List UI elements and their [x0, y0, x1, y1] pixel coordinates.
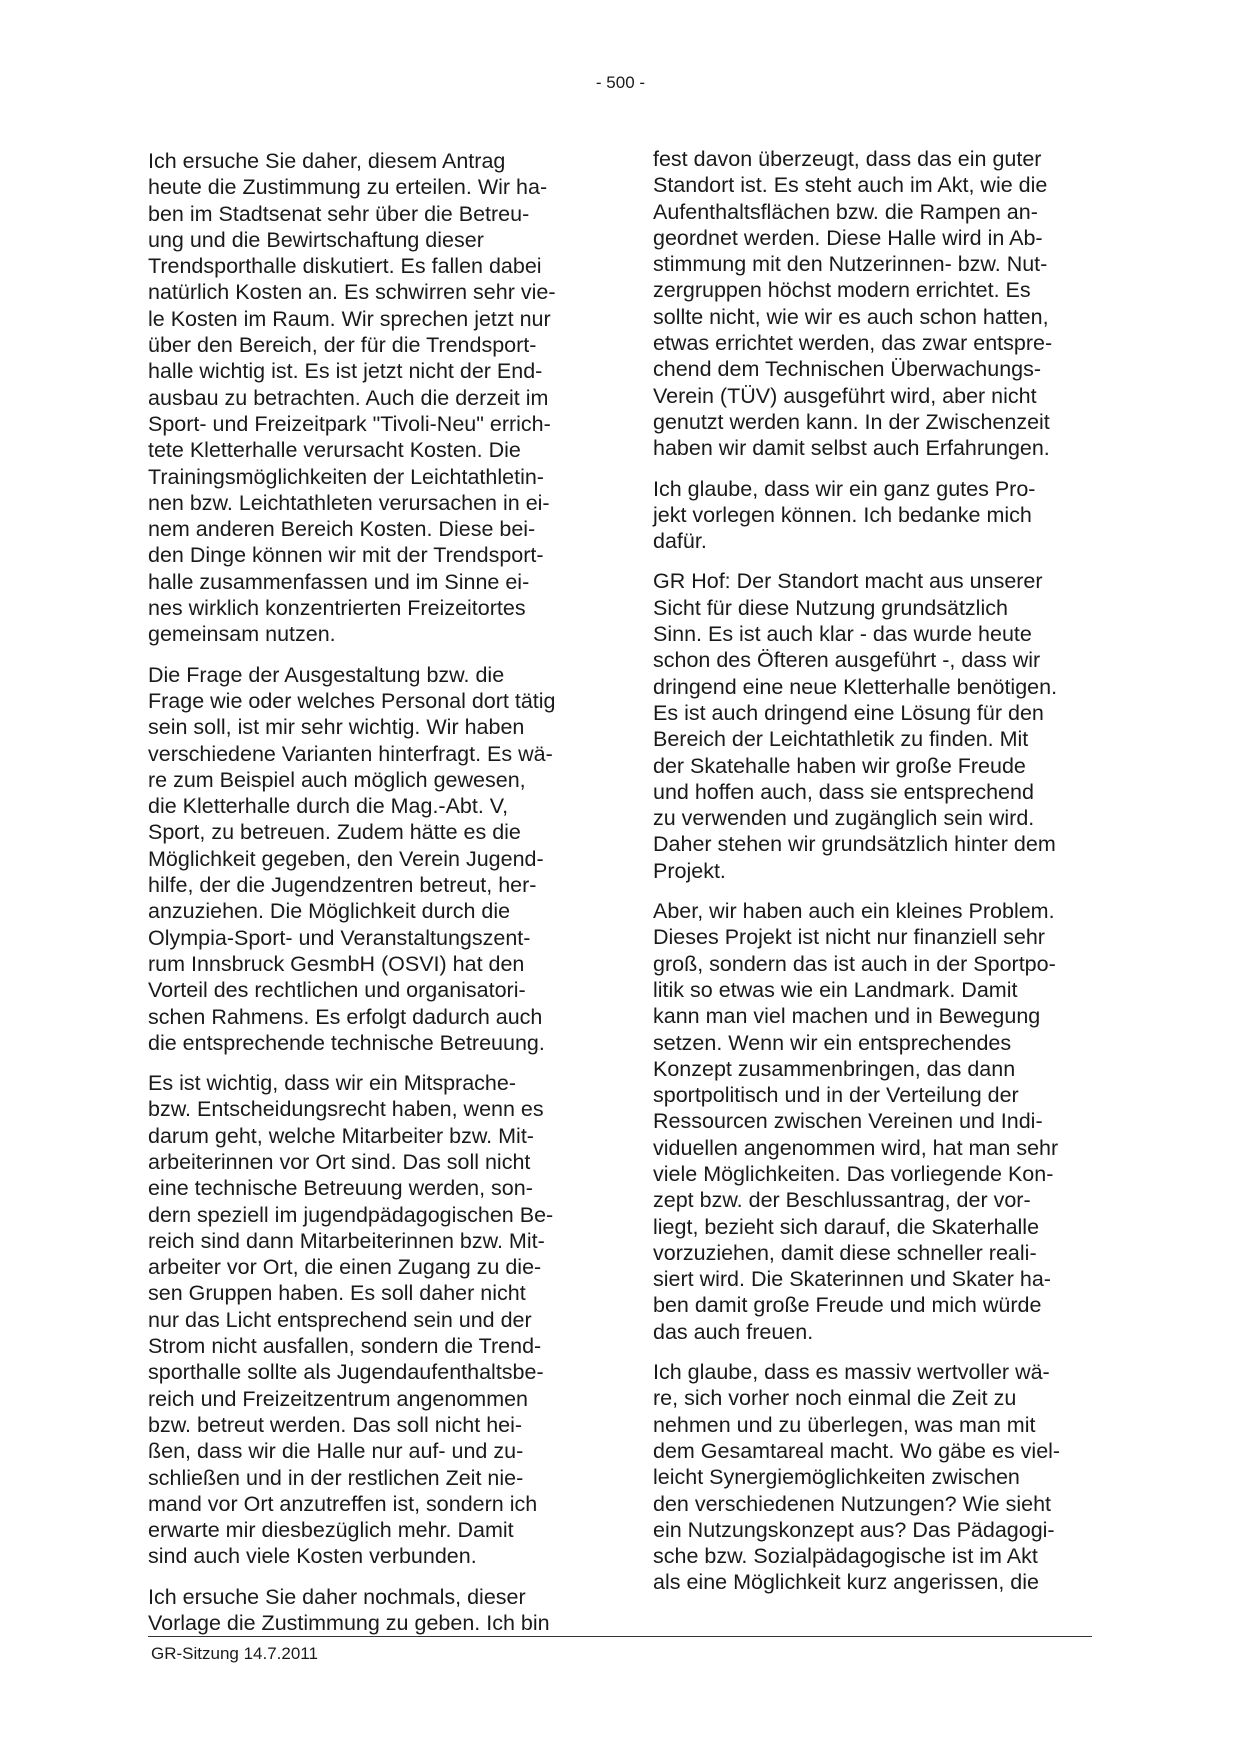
text-line: Die Frage der Ausgestaltung bzw. die — [148, 662, 505, 687]
paragraph — [653, 1359, 1093, 1596]
text-line: Sport, zu betreuen. Zudem hätte es die — [148, 820, 521, 845]
text-line: Aber, wir haben auch ein kleines Problem. — [653, 899, 1055, 924]
text-line: nes wirklich konzentrierten Freizeitortes — [148, 596, 526, 621]
text-line: dafür. — [653, 529, 707, 554]
text-line: zergruppen höchst modern errichtet. Es — [653, 278, 1031, 303]
text-line: sportpolitisch und in der Verteilung der — [653, 1083, 1019, 1108]
paragraph — [653, 476, 1093, 555]
text-line: ein Nutzungskonzept aus? Das Pädagogi- — [653, 1517, 1055, 1542]
left-column — [148, 148, 588, 1650]
text-line: Aufenthaltsflächen bzw. die Rampen an- — [653, 199, 1038, 224]
text-line: heute die Zustimmung zu erteilen. Wir ha- — [148, 175, 548, 200]
text-line: das auch freuen. — [653, 1319, 814, 1344]
paragraph — [148, 1584, 588, 1637]
text-line: Möglichkeit gegeben, den Verein Jugend- — [148, 846, 544, 871]
text-line: Standort ist. Es steht auch im Akt, wie die — [653, 173, 1048, 198]
text-line: schon des Öfteren ausgeführt -, dass wir — [653, 648, 1041, 673]
text-line: Projekt. — [653, 858, 726, 883]
text-line: kann man viel machen und in Bewegung — [653, 1004, 1041, 1029]
paragraph — [148, 662, 588, 1056]
text-line: anzuziehen. Die Möglichkeit durch die — [148, 899, 511, 924]
text-line: mand vor Ort anzutreffen ist, sondern ich — [148, 1491, 538, 1516]
text-line: Bereich der Leichtathletik zu finden. Mit — [653, 727, 1029, 752]
text-line: Trendsporthalle diskutiert. Es fallen dabei — [148, 254, 542, 279]
text-line: Es ist auch dringend eine Lösung für den — [653, 700, 1044, 725]
text-line: reich und Freizeitzentrum angenommen — [148, 1386, 529, 1411]
right-column — [653, 146, 1093, 1610]
paragraph — [653, 898, 1093, 1345]
text-line: Strom nicht ausfallen, sondern die Trend- — [148, 1334, 542, 1359]
text-line: vorzuziehen, damit diese schneller reali- — [653, 1240, 1037, 1265]
text-line: Vorlage die Zustimmung zu geben. Ich bin — [148, 1611, 550, 1636]
text-line: etwas errichtet werden, das zwar entspre- — [653, 331, 1053, 356]
text-line: den verschiedenen Nutzungen? Wie sieht — [653, 1491, 1052, 1516]
text-line: ausbau zu betrachten. Auch die derzeit im — [148, 385, 549, 410]
text-line: natürlich Kosten an. Es schwirren sehr vie- — [148, 280, 556, 305]
text-line: stimmung mit den Nutzerinnen- bzw. Nut- — [653, 252, 1048, 277]
paragraph — [148, 148, 588, 648]
text-line: ung und die Bewirtschaftung dieser — [148, 227, 484, 252]
text-line: Sinn. Es ist auch klar - das wurde heute — [653, 622, 1032, 647]
text-line: über den Bereich, der für die Trendsport- — [148, 333, 537, 358]
text-line: reich sind dann Mitarbeiterinnen bzw. Mit- — [148, 1228, 545, 1253]
text-line: Dieses Projekt ist nicht nur finanziell sehr — [653, 925, 1045, 950]
text-line: Sport- und Freizeitpark "Tivoli-Neu" errich- — [148, 411, 551, 436]
text-line: ben damit große Freude und mich würde — [653, 1293, 1042, 1318]
text-line: bzw. betreut werden. Das soll nicht hei- — [148, 1412, 523, 1437]
text-line: zu verwenden und zugänglich sein wird. — [653, 806, 1035, 831]
paragraph — [148, 1070, 588, 1570]
text-line: litik so etwas wie ein Landmark. Damit — [653, 977, 1018, 1002]
text-line: Sicht für diese Nutzung grundsätzlich — [653, 595, 1008, 620]
text-line: tete Kletterhalle verursacht Kosten. Die — [148, 438, 521, 463]
text-line: der Skatehalle haben wir große Freude — [653, 753, 1026, 778]
text-line: arbeiter vor Ort, die einen Zugang zu die- — [148, 1255, 542, 1280]
text-line: sporthalle sollte als Jugendaufenthaltsbe- — [148, 1360, 544, 1385]
text-line: Ich glaube, dass wir ein ganz gutes Pro- — [653, 476, 1036, 501]
text-line: nen bzw. Leichtathleten verursachen in ei- — [148, 490, 550, 515]
text-line: schließen und in der restlichen Zeit nie- — [148, 1465, 524, 1490]
text-line: geordnet werden. Diese Halle wird in Ab- — [653, 225, 1043, 250]
text-line: leicht Synergiemöglichkeiten zwischen — [653, 1465, 1020, 1490]
page-number: - 500 - — [595, 73, 646, 92]
text-line: liegt, bezieht sich darauf, die Skaterhalle — [653, 1214, 1040, 1239]
text-line: Frage wie oder welches Personal dort tätig — [148, 688, 556, 713]
text-line: sen Gruppen haben. Es soll daher nicht — [148, 1281, 526, 1306]
text-line: erwarte mir diesbezüglich mehr. Damit — [148, 1518, 514, 1543]
text-line: re, sich vorher noch einmal die Zeit zu — [653, 1386, 1017, 1411]
text-line: arbeiterinnen vor Ort sind. Das soll nicht — [148, 1149, 531, 1174]
text-line: nem anderen Bereich Kosten. Diese bei- — [148, 517, 536, 542]
text-line: genutzt werden kann. In der Zwischenzeit — [653, 409, 1050, 434]
text-line: Vorteil des rechtlichen und organisatori- — [148, 978, 526, 1003]
text-line: jekt vorlegen können. Ich bedanke mich — [653, 502, 1032, 527]
text-line: viele Möglichkeiten. Das vorliegende Kon- — [653, 1161, 1054, 1186]
text-line: den Dinge können wir mit der Trendsport- — [148, 543, 544, 568]
text-line: GR Hof: Der Standort macht aus unserer — [653, 569, 1043, 594]
text-line: Ressourcen zwischen Vereinen und Indi- — [653, 1109, 1043, 1134]
text-line: Trainingsmöglichkeiten der Leichtathletin- — [148, 464, 544, 489]
text-line: gemeinsam nutzen. — [148, 622, 336, 647]
text-line: eine technische Betreuung werden, son- — [148, 1176, 533, 1201]
footer-session-date: GR-Sitzung 14.7.2011 — [151, 1644, 318, 1663]
text-line: haben wir damit selbst auch Erfahrungen. — [653, 436, 1050, 461]
text-line: dern speziell im jugendpädagogischen Be- — [148, 1202, 554, 1227]
text-line: Es ist wichtig, dass wir ein Mitsprache- — [148, 1071, 516, 1096]
text-line: halle zusammenfassen und im Sinne ei- — [148, 569, 530, 594]
text-line: verschiedene Varianten hinterfragt. Es wä- — [148, 741, 553, 766]
text-line: Daher stehen wir grundsätzlich hinter dem — [653, 832, 1056, 857]
text-line: nehmen und zu überlegen, was man mit — [653, 1412, 1036, 1437]
text-line: sein soll, ist mir sehr wichtig. Wir haben — [148, 715, 525, 740]
text-line: Ich ersuche Sie daher, diesem Antrag — [148, 149, 506, 173]
text-line: bzw. Entscheidungsrecht haben, wenn es — [148, 1097, 544, 1122]
text-line: chend dem Technischen Überwachungs- — [653, 357, 1042, 382]
text-line: die entsprechende technische Betreuung. — [148, 1030, 545, 1055]
text-line: setzen. Wenn wir ein entsprechendes — [653, 1030, 1012, 1055]
text-line: darum geht, welche Mitarbeiter bzw. Mit- — [148, 1123, 534, 1148]
paragraph — [653, 146, 1093, 462]
text-line: als eine Möglichkeit kurz angerissen, die — [653, 1570, 1040, 1595]
text-line: dem Gesamtareal macht. Wo gäbe es viel- — [653, 1438, 1061, 1463]
text-line: sche bzw. Sozialpädagogische ist im Akt — [653, 1544, 1038, 1569]
text-line: nur das Licht entsprechend sein und der — [148, 1307, 532, 1332]
text-line: siert wird. Die Skaterinnen und Skater ha- — [653, 1267, 1051, 1292]
text-line: re zum Beispiel auch möglich gewesen, — [148, 767, 526, 792]
text-line: zept bzw. der Beschlussantrag, der vor- — [653, 1188, 1031, 1213]
text-line: Ich glaube, dass es massiv wertvoller wä- — [653, 1360, 1050, 1385]
text-line: fest davon überzeugt, dass das ein guter — [653, 147, 1042, 171]
text-line: Konzept zusammenbringen, das dann — [653, 1056, 1016, 1081]
text-line: hilfe, der die Jugendzentren betreut, her- — [148, 873, 537, 898]
text-line: schen Rahmens. Es erfolgt dadurch auch — [148, 1004, 543, 1029]
text-line: ßen, dass wir die Halle nur auf- und zu- — [148, 1439, 524, 1464]
text-line: rum Innsbruck GesmbH (OSVI) hat den — [148, 951, 525, 976]
text-line: halle wichtig ist. Es ist jetzt nicht der End- — [148, 359, 543, 384]
text-line: sollte nicht, wie wir es auch schon hatten, — [653, 304, 1049, 329]
text-line: ben im Stadtsenat sehr über die Betreu- — [148, 201, 530, 226]
text-line: die Kletterhalle durch die Mag.-Abt. V, — [148, 794, 509, 819]
text-line: Verein (TÜV) ausgeführt wird, aber nicht — [653, 383, 1037, 408]
text-line: groß, sondern das ist auch in der Sportpo- — [653, 951, 1056, 976]
text-line: Ich ersuche Sie daher nochmals, dieser — [148, 1584, 526, 1609]
text-line: dringend eine neue Kletterhalle benötigen. — [653, 674, 1058, 699]
text-line: sind auch viele Kosten verbunden. — [148, 1544, 477, 1569]
text-line: Olympia-Sport- und Veranstaltungszent- — [148, 925, 531, 950]
footer-divider — [148, 1636, 1092, 1637]
text-line: und hoffen auch, dass sie entsprechend — [653, 779, 1034, 804]
text-line: viduellen angenommen wird, hat man sehr — [653, 1135, 1059, 1160]
paragraph — [653, 568, 1093, 884]
text-line: le Kosten im Raum. Wir sprechen jetzt nur — [148, 306, 551, 331]
